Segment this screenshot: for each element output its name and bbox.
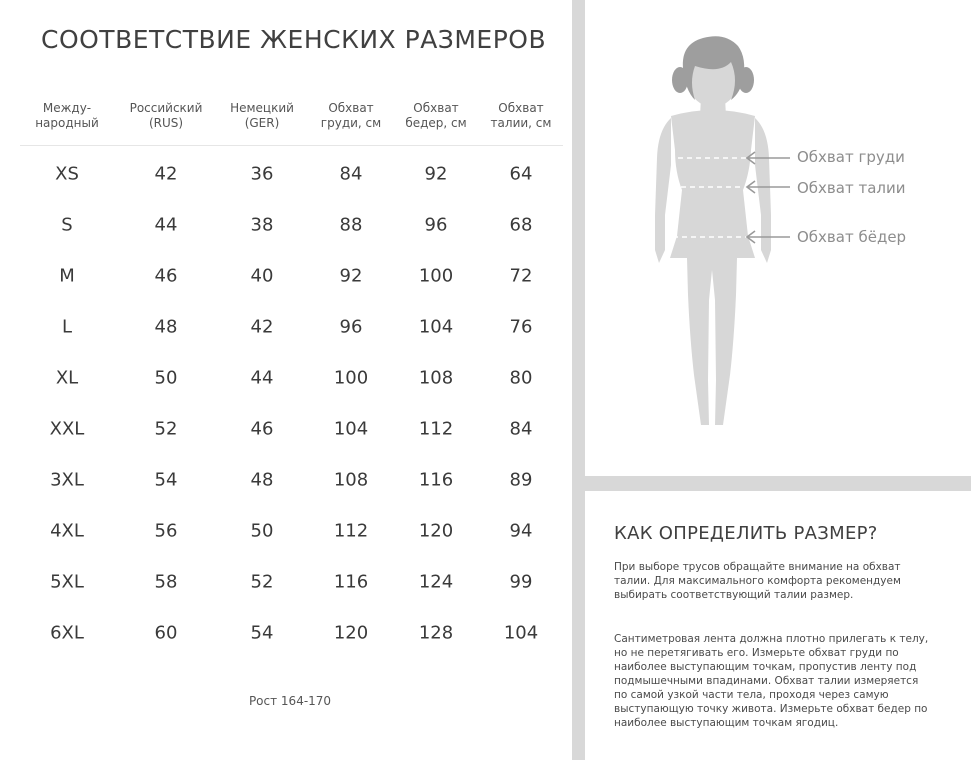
table-cell-rus: 46 bbox=[154, 265, 178, 287]
table-cell-waist: 99 bbox=[509, 571, 533, 593]
table-cell-ger: 46 bbox=[250, 418, 274, 440]
waist-label: Обхват талии bbox=[797, 179, 906, 197]
table-cell-intl: L bbox=[61, 316, 73, 338]
table-cell-chest: 84 bbox=[339, 163, 363, 185]
table-cell-rus: 44 bbox=[154, 214, 178, 236]
table-cell-intl: XS bbox=[55, 163, 79, 185]
table-cell-waist: 89 bbox=[509, 469, 533, 491]
table-cell-waist: 68 bbox=[509, 214, 533, 236]
table-cell-ger: 54 bbox=[250, 622, 274, 644]
body-silhouette bbox=[655, 37, 771, 425]
table-cell-waist: 64 bbox=[509, 163, 533, 185]
table-cell-waist: 76 bbox=[509, 316, 533, 338]
table-cell-chest: 112 bbox=[333, 520, 369, 542]
info-paragraph-2: Сантиметровая лента должна плотно прилегать к телу, но не перетягивать его. Измерьте обхват груди по наиболее выступающим точкам, пропустив ленту под подмышечными впадинами. Обхват талии измеряется по самой узкой части тела, проходя через самую выступающую точку живота. Измерьте обхват бедер по наиболее выступающим точкам ягодиц. bbox=[614, 633, 929, 729]
table-cell-intl: M bbox=[59, 265, 75, 287]
table-cell-chest: 92 bbox=[339, 265, 363, 287]
table-cell-intl: 5XL bbox=[50, 571, 84, 593]
table-cell-hips: 108 bbox=[418, 367, 454, 389]
table-cell-chest: 116 bbox=[333, 571, 369, 593]
table-cell-chest: 96 bbox=[339, 316, 363, 338]
table-cell-waist: 104 bbox=[503, 622, 539, 644]
table-cell-ger: 44 bbox=[250, 367, 274, 389]
table-cell-rus: 48 bbox=[154, 316, 178, 338]
header-hips: Обхват бедер, см bbox=[405, 101, 467, 130]
info-paragraph-1: При выборе трусов обращайте внимание на обхват талии. Для максимального комфорта рекомендуем выбирать соответствующий талии размер. bbox=[614, 561, 901, 601]
table-cell-ger: 38 bbox=[250, 214, 274, 236]
figure-panel bbox=[585, 0, 971, 476]
table-cell-intl: XL bbox=[55, 367, 79, 389]
table-cell-hips: 92 bbox=[424, 163, 448, 185]
table-cell-ger: 48 bbox=[250, 469, 274, 491]
table-cell-ger: 40 bbox=[250, 265, 274, 287]
table-cell-chest: 104 bbox=[333, 418, 369, 440]
table-cell-hips: 120 bbox=[418, 520, 454, 542]
table-cell-waist: 80 bbox=[509, 367, 533, 389]
header-russian: Российский (RUS) bbox=[129, 101, 203, 130]
table-cell-hips: 96 bbox=[424, 214, 448, 236]
female-silhouette-figure bbox=[585, 0, 971, 476]
table-cell-waist: 94 bbox=[509, 520, 533, 542]
table-cell-hips: 116 bbox=[418, 469, 454, 491]
table-cell-intl: 6XL bbox=[50, 622, 84, 644]
table-cell-hips: 100 bbox=[418, 265, 454, 287]
hips-label: Обхват бёдер bbox=[797, 228, 907, 246]
header-international: Между- народный bbox=[35, 101, 99, 130]
table-cell-waist: 84 bbox=[509, 418, 533, 440]
table-cell-intl: 3XL bbox=[50, 469, 84, 491]
table-cell-intl: 4XL bbox=[50, 520, 84, 542]
table-cell-ger: 36 bbox=[250, 163, 274, 185]
table-cell-hips: 104 bbox=[418, 316, 454, 338]
table-cell-hips: 128 bbox=[418, 622, 454, 644]
table-cell-chest: 108 bbox=[333, 469, 369, 491]
header-chest: Обхват груди, см bbox=[320, 101, 382, 130]
table-cell-rus: 60 bbox=[154, 622, 178, 644]
page-title: СООТВЕТСТВИЕ ЖЕНСКИХ РАЗМЕРОВ bbox=[41, 25, 547, 54]
table-cell-rus: 50 bbox=[154, 367, 178, 389]
table-cell-chest: 88 bbox=[339, 214, 363, 236]
table-cell-hips: 124 bbox=[418, 571, 454, 593]
table-cell-hips: 112 bbox=[418, 418, 454, 440]
table-cell-intl: S bbox=[61, 214, 73, 236]
header-german: Немецкий (GER) bbox=[230, 101, 294, 130]
table-cell-rus: 58 bbox=[154, 571, 178, 593]
chest-label: Обхват груди bbox=[797, 148, 905, 166]
table-cell-rus: 54 bbox=[154, 469, 178, 491]
table-cell-rus: 56 bbox=[154, 520, 178, 542]
table-cell-ger: 50 bbox=[250, 520, 274, 542]
header-waist: Обхват талии, см bbox=[490, 101, 552, 130]
table-cell-rus: 42 bbox=[154, 163, 178, 185]
header-divider bbox=[20, 145, 563, 146]
how-to-measure-panel bbox=[585, 491, 971, 760]
height-footnote: Рост 164-170 bbox=[248, 694, 332, 708]
table-cell-chest: 120 bbox=[333, 622, 369, 644]
table-cell-rus: 52 bbox=[154, 418, 178, 440]
table-cell-ger: 52 bbox=[250, 571, 274, 593]
table-cell-ger: 42 bbox=[250, 316, 274, 338]
table-cell-waist: 72 bbox=[509, 265, 533, 287]
table-cell-intl: XXL bbox=[49, 418, 85, 440]
table-cell-chest: 100 bbox=[333, 367, 369, 389]
how-to-measure-title: КАК ОПРЕДЕЛИТЬ РАЗМЕР? bbox=[614, 523, 878, 544]
